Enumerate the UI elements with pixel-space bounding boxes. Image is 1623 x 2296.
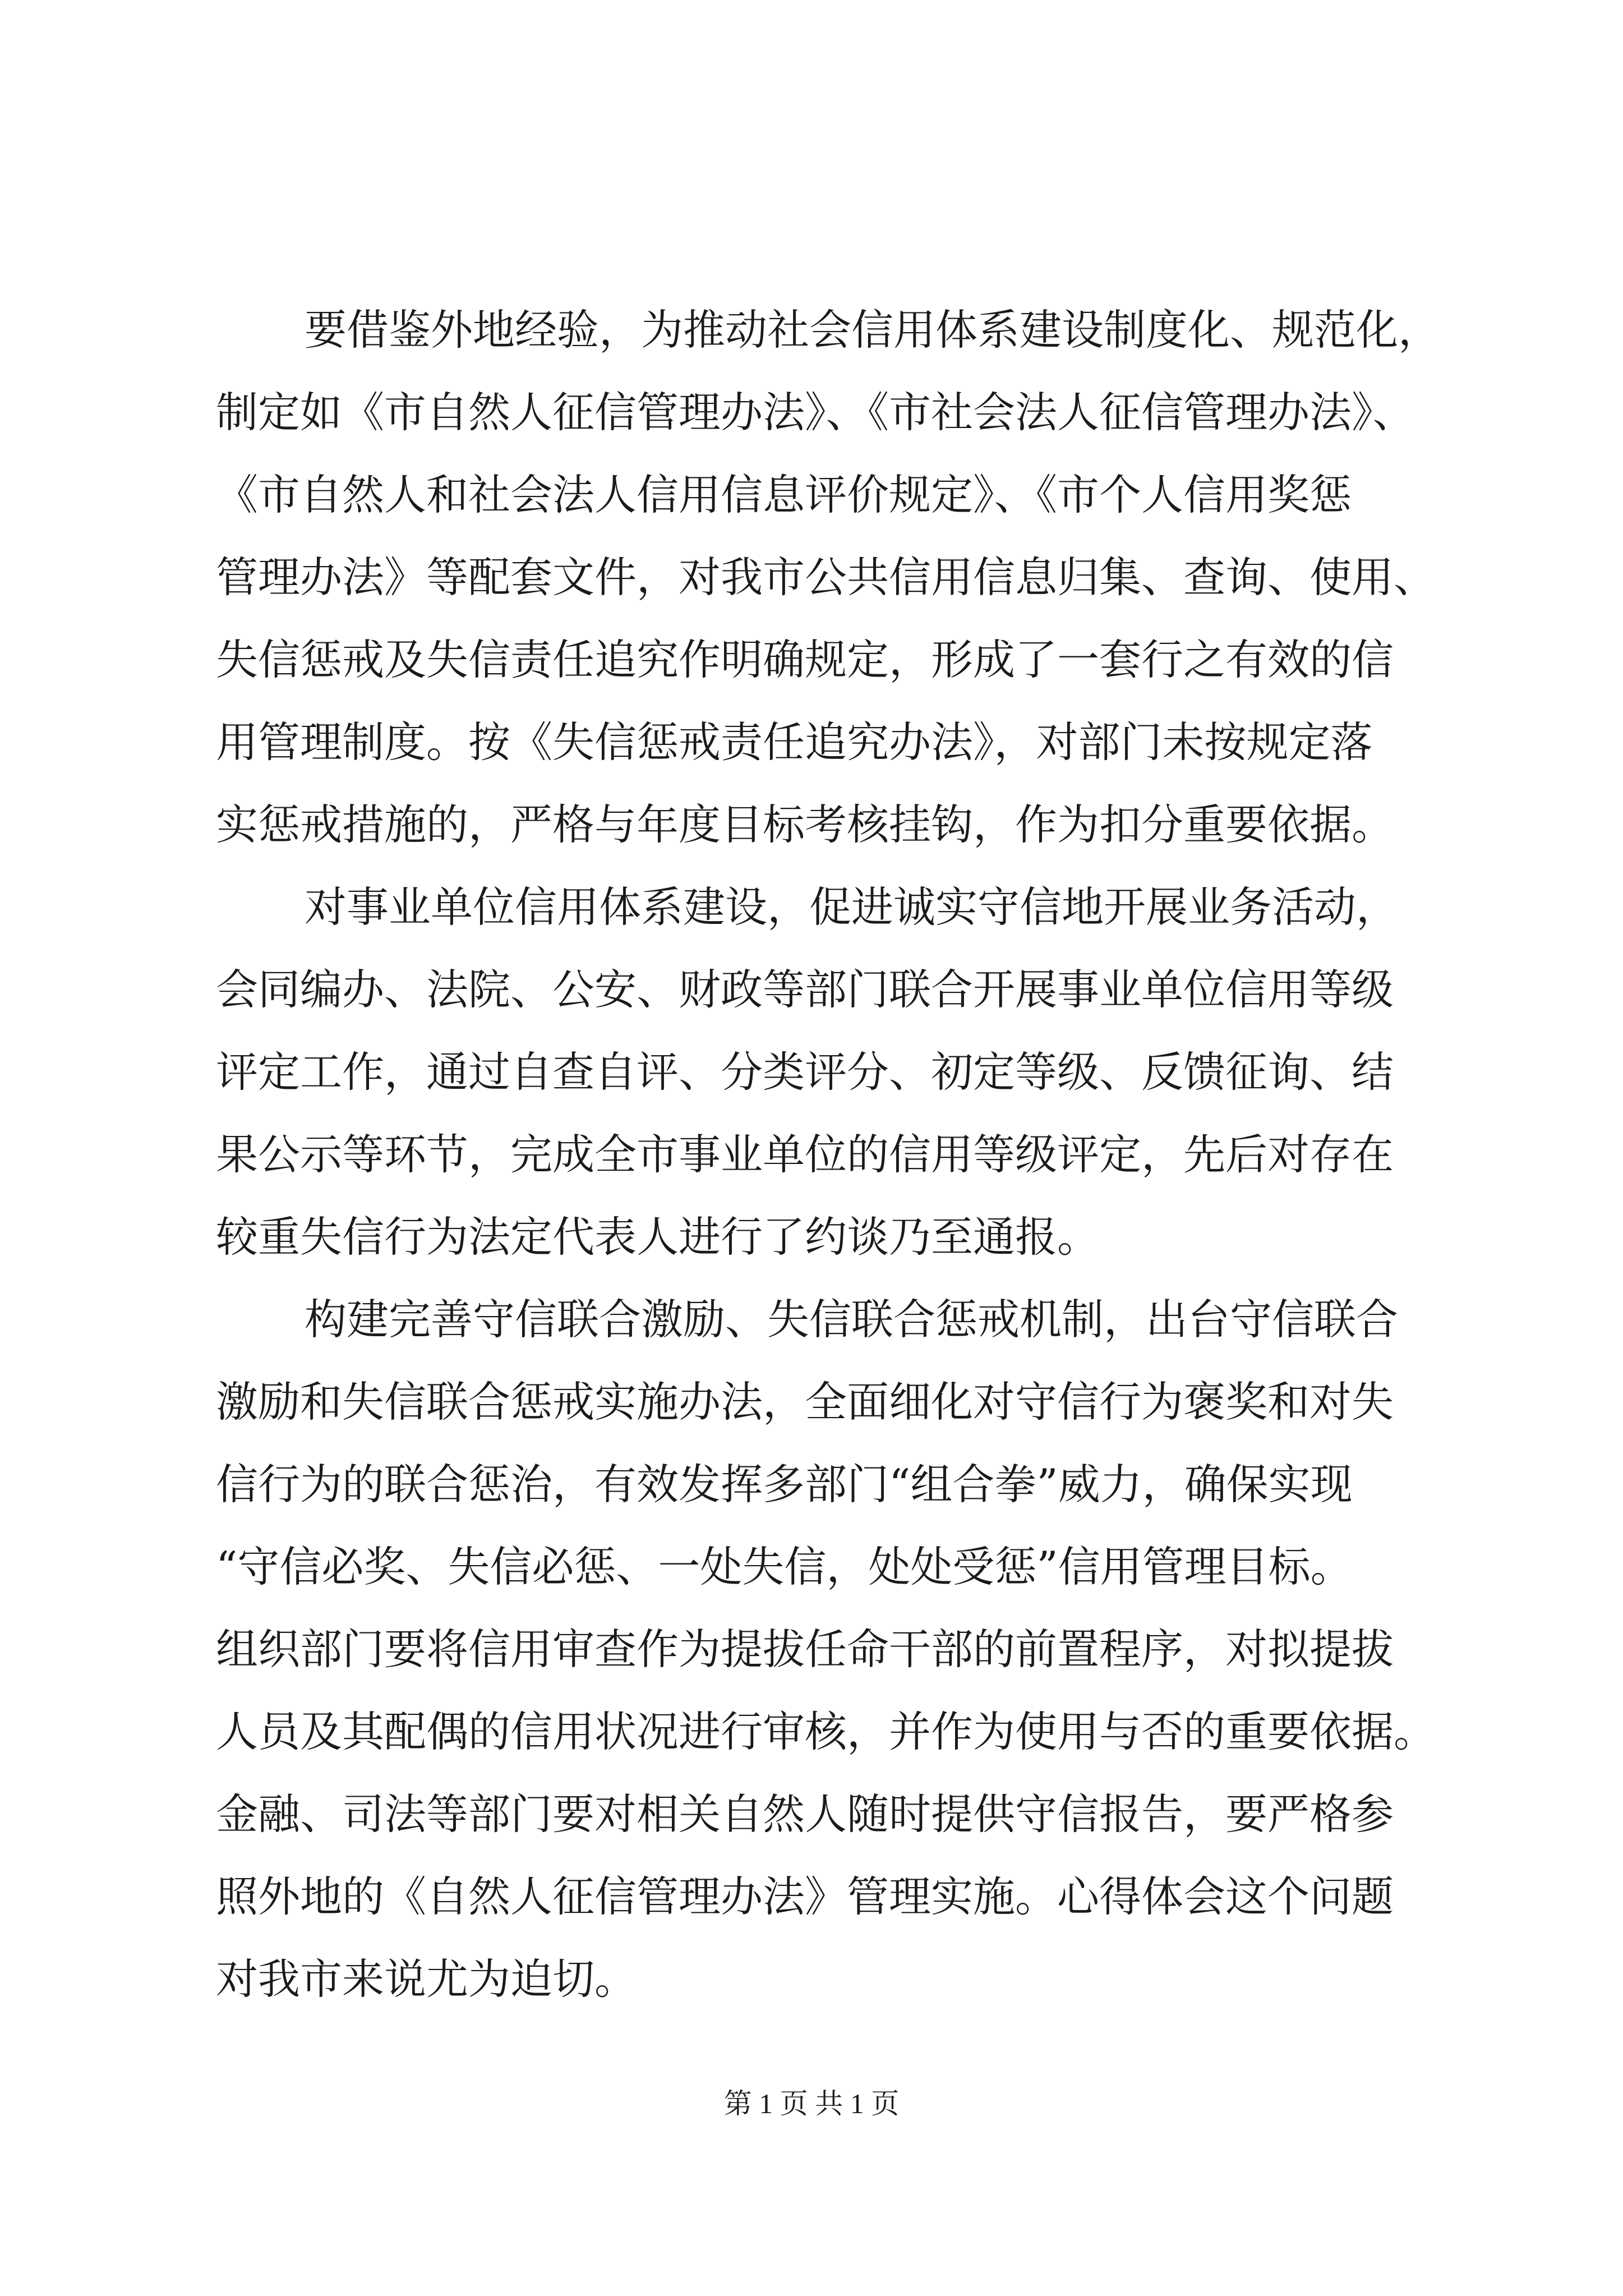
paragraph-3-line: 金融、司法等部门要对相关自然人随时提供守信报告，要严格参 [216,1789,1394,1839]
paragraph-3-line: 对我市来说尤为迫切。 [216,1954,637,2004]
paragraph-1-line: 要借鉴外地经验，为推动社会信用体系建设制度化、规范化， [305,305,1441,355]
paragraph-2-line: 会同编办、法院、公安、财政等部门联合开展事业单位信用等级 [216,965,1394,1014]
paragraph-2-line: 评定工作，通过自查自评、分类评分、初定等级、反馈征询、结 [216,1047,1394,1097]
paragraph-2-line: 对事业单位信用体系建设，促进诚实守信地开展业务活动， [305,882,1399,932]
paragraph-3-line: 激励和失信联合惩戒实施办法，全面细化对守信行为褒奖和对失 [216,1377,1394,1427]
paragraph-2-line: 果公示等环节，完成全市事业单位的信用等级评定，先后对存在 [216,1130,1394,1179]
document-body [216,289,1441,2021]
page-footer: 第 1 页 共 1 页 [723,2088,900,2119]
paragraph-3-line: 人员及其配偶的信用状况进行审核，并作为使用与否的重要依据。 [216,1707,1436,1756]
paragraph-1-line: 《市自然人和社会法人信用信息评价规定》、《市个人信用奖惩 [216,470,1352,519]
paragraph-3-line: 信行为的联合惩治，有效发挥多部门“组合拳”威力，确保实现 [216,1460,1353,1509]
paragraph-3-line: 照外地的《自然人征信管理办法》管理实施。心得体会这个问题 [216,1872,1394,1921]
paragraph-1-line: 制定如《市自然人征信管理办法》、《市社会法人征信管理办法》、 [216,388,1415,437]
paragraph-3-line: “守信必奖、失信必惩、一处失信，处处受惩”信用管理目标。 [216,1542,1353,1591]
paragraph-1-line: 实惩戒措施的，严格与年度目标考核挂钩，作为扣分重要依据。 [216,800,1394,849]
paragraph-1-line: 用管理制度。按《失信惩戒责任追究办法》，对部门未按规定落 [216,717,1373,767]
paragraph-1-line: 失信惩戒及失信责任追究作明确规定，形成了一套行之有效的信 [216,635,1394,684]
paragraph-1-line: 管理办法》等配套文件，对我市公共信用信息归集、查询、使用、 [216,553,1436,602]
paragraph-2-line: 较重失信行为法定代表人进行了约谈乃至通报。 [216,1212,1100,1262]
paragraph-3-line: 组织部门要将信用审查作为提拔任命干部的前置程序，对拟提拔 [216,1625,1394,1674]
paragraph-3-line: 构建完善守信联合激励、失信联合惩戒机制，出台守信联合 [305,1295,1399,1344]
